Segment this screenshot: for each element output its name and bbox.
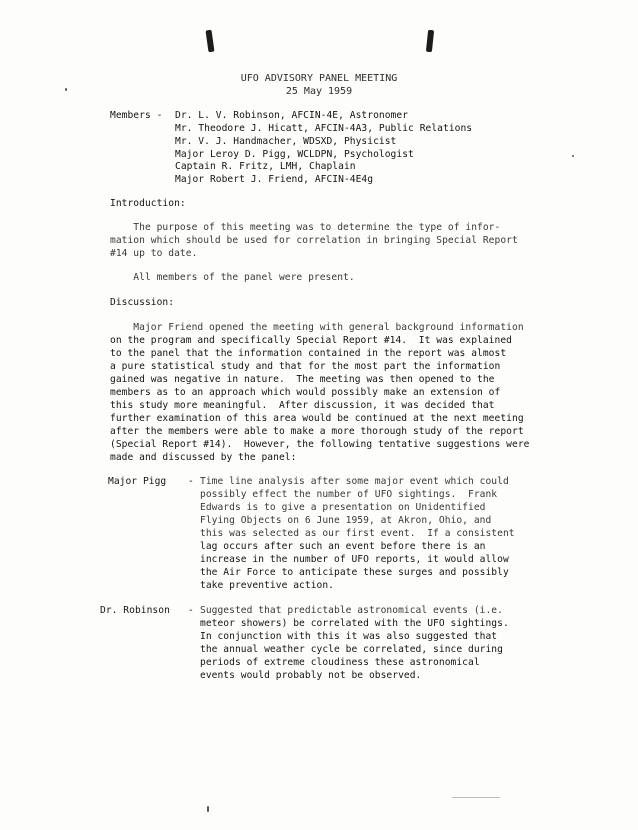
scan-artifact: [452, 797, 500, 798]
scan-speck: [207, 806, 209, 812]
member-item: Dr. L. V. Robinson, AFCIN-4E, Astronomer: [175, 110, 409, 121]
scan-speck: [572, 155, 574, 157]
suggestion-line: the annual weather cycle be correlated, since during: [200, 644, 503, 655]
suggestion-line: take preventive action.: [200, 580, 334, 591]
introduction-line: #14 up to date.: [110, 248, 198, 259]
suggestion-line: Edwards is to give a presentation on Unidentified: [200, 502, 486, 513]
discussion-line: Major Friend opened the meeting with general background information: [110, 322, 524, 333]
suggestion-line: In conjunction with this it was also suggested that: [200, 631, 498, 642]
punch-hole-right: [426, 30, 434, 53]
punch-hole-left: [205, 30, 214, 53]
discussion-line: (Special Report #14). However, the following tentative suggestions were: [110, 439, 530, 450]
suggestion-line: lag occurs after such an event before there is an: [200, 541, 486, 552]
suggestion-dash: -: [188, 605, 194, 616]
member-item: Mr. V. J. Handmacher, WDSXD, Physicist: [175, 136, 397, 147]
discussion-line: this study more meaningful. After discussion, it was decided that: [110, 400, 495, 411]
discussion-line: on the program and specifically Special Report #14. It was explained: [110, 335, 512, 346]
introduction-line: The purpose of this meeting was to determine the type of infor-: [110, 222, 501, 233]
discussion-line: to the panel that the information contained in the report was almost: [110, 348, 507, 359]
member-item: Major Leroy D. Pigg, WCLDPN, Psychologist: [175, 149, 414, 160]
member-item: Major Robert J. Friend, AFCIN-4E4g: [175, 174, 374, 185]
discussion-line: made and discussed by the panel:: [110, 452, 297, 463]
member-item: Captain R. Fritz, LMH, Chaplain: [175, 161, 356, 172]
discussion-line: after the members were able to make a more thorough study of the report: [110, 426, 524, 437]
suggestion-speaker: Major Pigg: [108, 476, 167, 487]
suggestion-line: Time line analysis after some major event which could: [200, 476, 509, 487]
suggestion-line: this was selected as our first event. If a consistent: [200, 528, 515, 539]
discussion-heading: Discussion:: [110, 297, 175, 308]
document-title: UFO ADVISORY PANEL MEETING: [240, 73, 398, 84]
document-date: 25 May 1959: [285, 86, 353, 97]
suggestion-line: periods of extreme cloudiness these astronomical: [200, 657, 480, 668]
suggestion-line: meteor showers) be correlated with the UFO sightings.: [200, 618, 509, 629]
member-item: Mr. Theodore J. Hicatt, AFCIN-4A3, Public Relations: [175, 123, 473, 134]
suggestion-line: events would probably not be observed.: [200, 670, 422, 681]
introduction-line: mation which should be used for correlation in bringing Special Report: [110, 235, 518, 246]
discussion-line: gained was negative in nature. The meeting was then opened to the: [110, 374, 495, 385]
introduction-heading: Introduction:: [110, 198, 186, 209]
discussion-line: members as to an approach which would possibly make an extension of: [110, 387, 501, 398]
suggestion-line: Flying Objects on 6 June 1959, at Akron, Ohio, and: [200, 515, 492, 526]
suggestion-line: the Air Force to anticipate these surges and possibly: [200, 567, 509, 578]
introduction-line: All members of the panel were present.: [110, 272, 355, 283]
suggestion-speaker: Dr. Robinson: [100, 605, 170, 616]
members-label: Members -: [110, 110, 163, 121]
suggestion-line: possibly effect the number of UFO sightings. Frank: [200, 489, 498, 500]
suggestion-line: increase in the number of UFO reports, it would allow: [200, 554, 509, 565]
discussion-line: further examination of this area would be continued at the next meeting: [110, 413, 524, 424]
suggestion-dash: -: [188, 476, 194, 487]
discussion-line: a pure statistical study and that for the most part the information: [110, 361, 501, 372]
suggestion-line: Suggested that predictable astronomical events (i.e.: [200, 605, 503, 616]
